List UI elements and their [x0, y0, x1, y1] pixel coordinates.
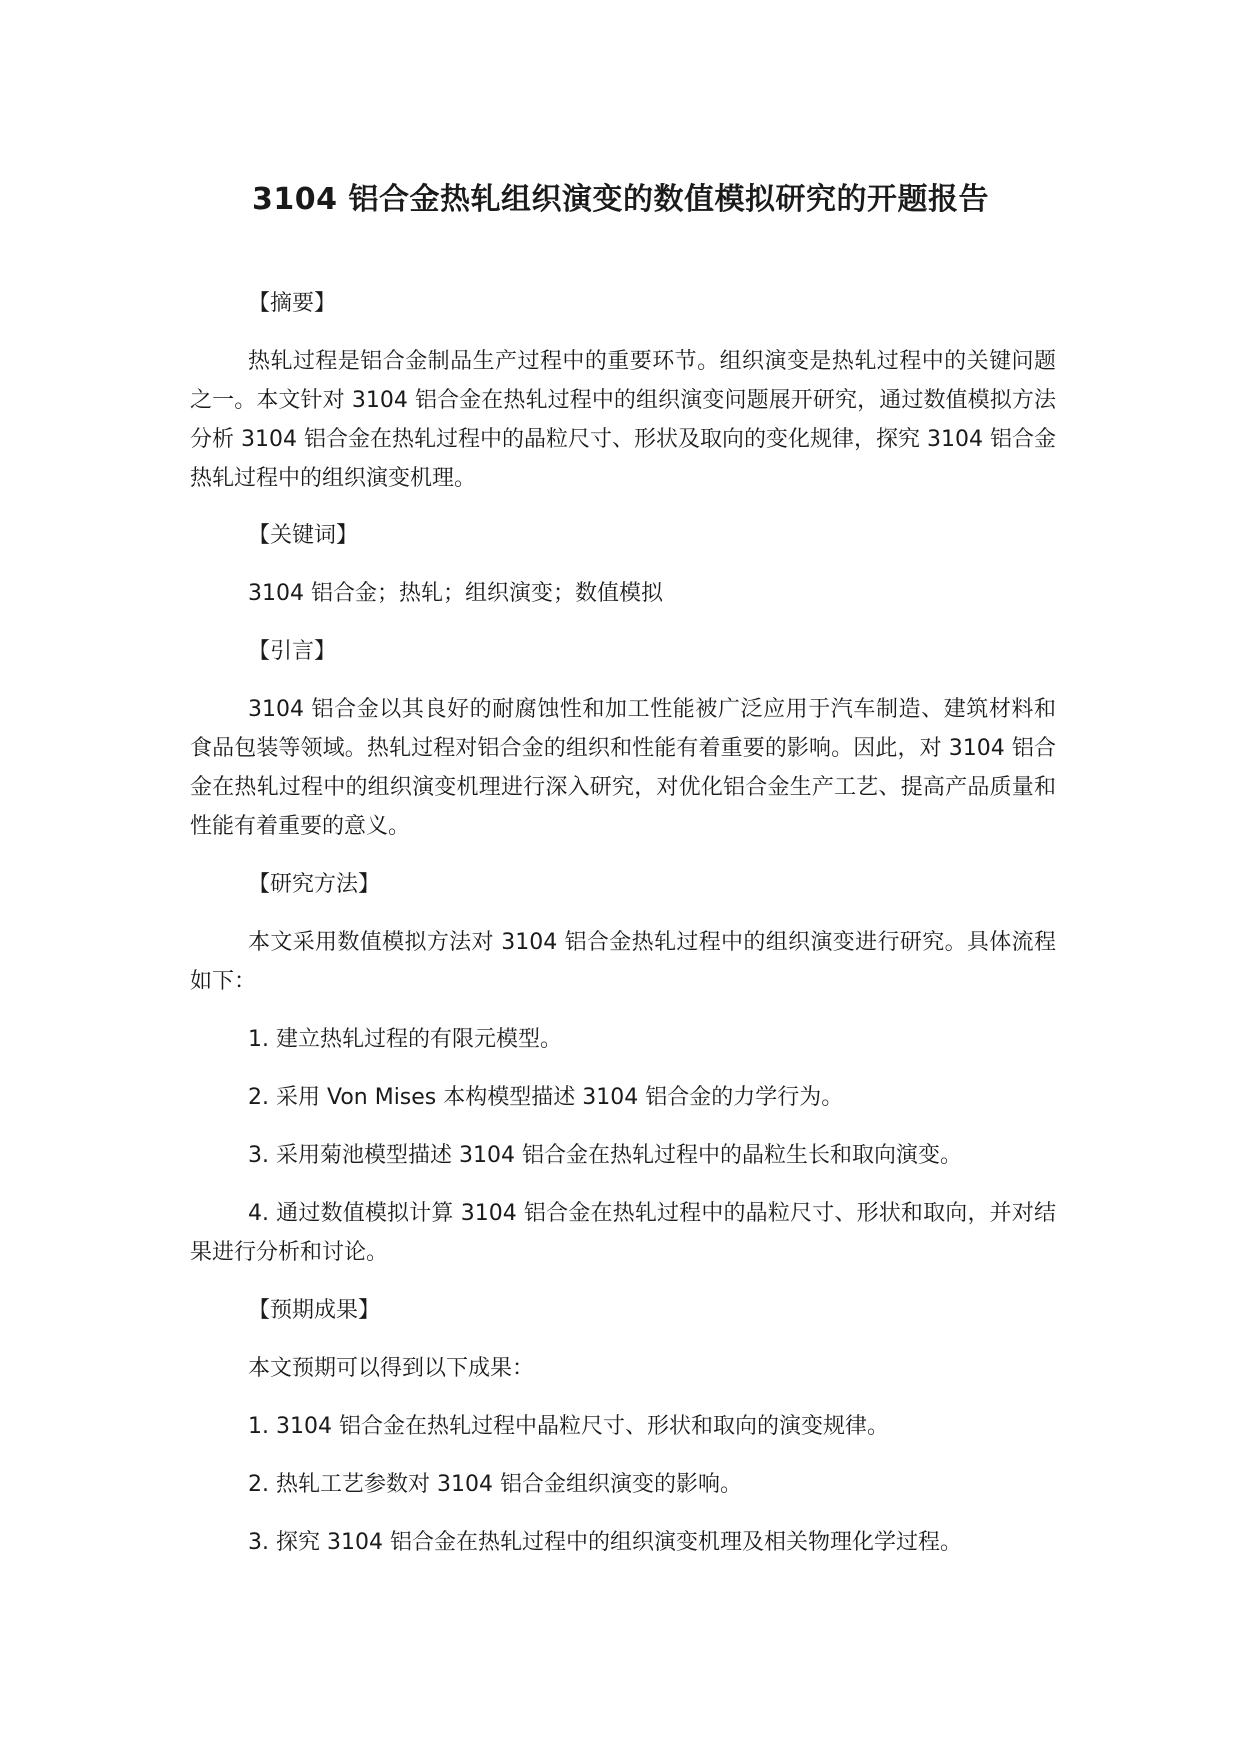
keywords-heading: 【关键词】 — [248, 523, 359, 548]
methods-list-item: 4. 通过数值模拟计算 3104 铝合金在热轧过程中的晶粒尺寸、形状和取向，并对结果进行分析和讨论。 — [190, 1201, 1056, 1265]
results-intro-paragraph: 本文预期可以得到以下成果： — [248, 1356, 535, 1381]
results-list-item: 1. 3104 铝合金在热轧过程中晶粒尺寸、形状和取向的演变规律。 — [248, 1414, 889, 1439]
methods-list-item: 2. 采用 Von Mises 本构模型描述 3104 铝合金的力学行为。 — [248, 1085, 844, 1110]
results-heading: 【预期成果】 — [248, 1298, 381, 1323]
abstract-heading: 【摘要】 — [248, 291, 337, 316]
methods-intro-paragraph: 本文采用数值模拟方法对 3104 铝合金热轧过程中的组织演变进行研究。具体流程如下： — [190, 930, 1056, 994]
abstract-paragraph: 热轧过程是铝合金制品生产过程中的重要环节。组织演变是热轧过程中的关键问题之一。本文针对 3104 铝合金在热轧过程中的组织演变问题展开研究，通过数值模拟方法分析 3104 铝合金在热轧过程中的晶粒尺寸、形状及取向的变化规律，探究 3104 铝合金热轧过程中的组织演变机理。 — [190, 349, 1056, 491]
results-list-item: 2. 热轧工艺参数对 3104 铝合金组织演变的影响。 — [248, 1472, 742, 1497]
methods-list-item: 3. 采用菊池模型描述 3104 铝合金在热轧过程中的晶粒生长和取向演变。 — [248, 1143, 962, 1168]
document-body — [190, 284, 1056, 1581]
intro-paragraph: 3104 铝合金以其良好的耐腐蚀性和加工性能被广泛应用于汽车制造、建筑材料和食品包装等领域。热轧过程对铝合金的组织和性能有着重要的影响。因此，对 3104 铝合金在热轧过程中的组织演变机理进行深入研究，对优化铝合金生产工艺、提高产品质量和性能有着重要的意义。 — [190, 697, 1056, 839]
keywords-paragraph: 3104 铝合金；热轧；组织演变；数值模拟 — [248, 581, 663, 606]
results-list-item: 3. 探究 3104 铝合金在热轧过程中的组织演变机理及相关物理化学过程。 — [248, 1530, 962, 1555]
intro-heading: 【引言】 — [248, 639, 337, 664]
document-title: 3104 铝合金热轧组织演变的数值模拟研究的开题报告 — [252, 182, 989, 217]
methods-list-item: 1. 建立热轧过程的有限元模型。 — [248, 1027, 562, 1052]
methods-heading: 【研究方法】 — [248, 872, 381, 897]
